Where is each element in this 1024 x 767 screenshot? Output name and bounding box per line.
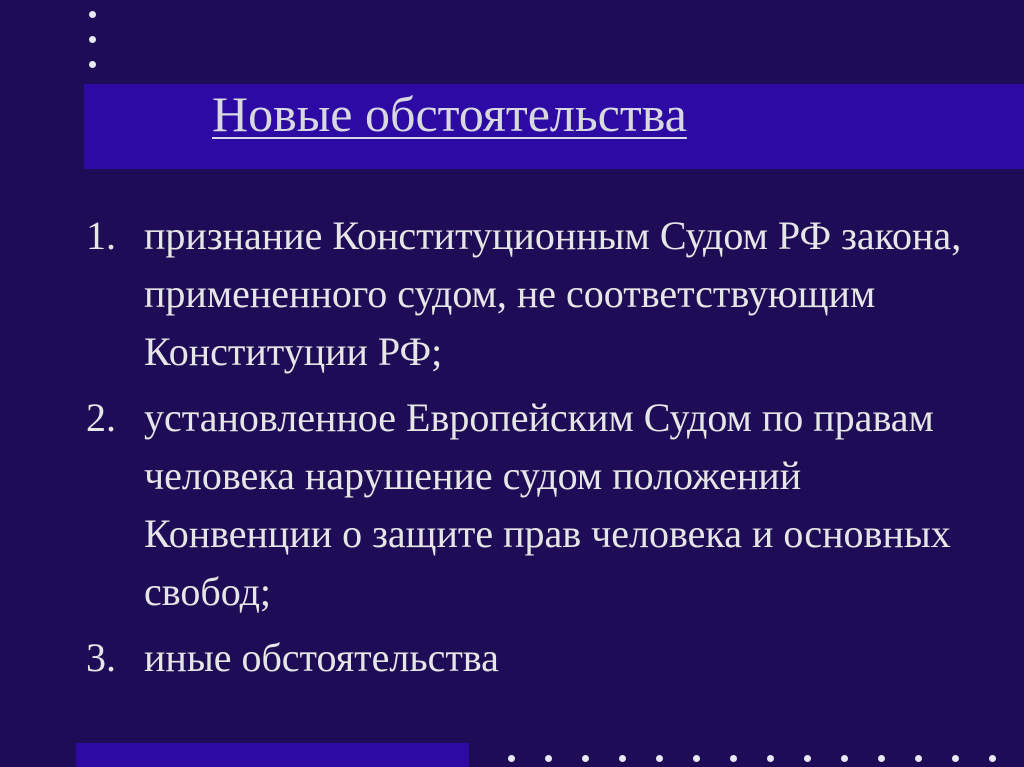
decor-dot [89,36,96,43]
decor-dot [693,755,700,762]
decor-dot [619,755,626,762]
list-item [86,629,986,687]
item-text: установленное Европейским Судом по правам человека нарушение судом положений Конвенции о защите прав человека и основных свобод; [144,395,951,614]
item-text: признание Конституционным Судом РФ закона, примененного судом, не соответствующим Конституции РФ; [144,213,962,374]
list-item [86,207,986,381]
decor-dot [915,755,922,762]
slide-title: Новые обстоятельства [212,86,687,142]
decor-dot [582,755,589,762]
decor-dot [952,755,959,762]
decor-dot [508,755,515,762]
decor-dot [89,11,96,18]
item-number: 3. [86,635,116,680]
decor-dot [767,755,774,762]
decor-dot [989,755,996,762]
bottom-band [76,743,469,767]
decor-dot [656,755,663,762]
item-list [86,207,986,695]
decor-dot [545,755,552,762]
decor-dot [89,61,96,68]
decor-dot [878,755,885,762]
item-text: иные обстоятельства [144,635,499,680]
decor-dot [841,755,848,762]
item-number: 2. [86,395,116,440]
item-number: 1. [86,213,116,258]
decor-dot [804,755,811,762]
list-item [86,389,986,621]
decor-dot [730,755,737,762]
